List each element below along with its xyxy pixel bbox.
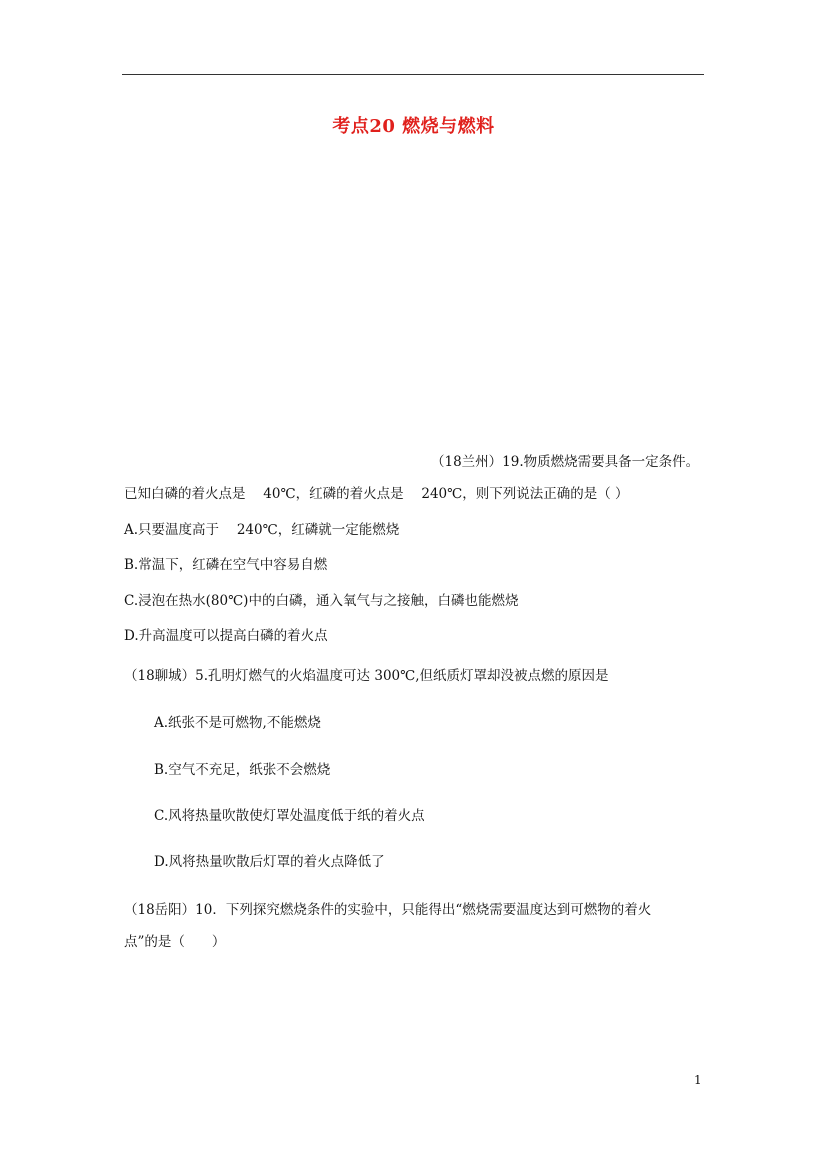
page-number: 1: [694, 1073, 702, 1087]
q1-stem-line-1: （18兰州）19.物质燃烧需要具备一定条件。: [431, 454, 700, 470]
q1-option-b: B.常温下，红磷在空气中容易自燃: [124, 557, 328, 573]
page-title: 考点20 燃烧与燃料: [332, 116, 495, 137]
q3-stem-line-2: 点”的是（ ）: [124, 934, 226, 950]
q2-option-d: D.风将热量吹散后灯罩的着火点降低了: [154, 854, 385, 870]
q2-option-c: C.风将热量吹散使灯罩处温度低于纸的着火点: [154, 808, 425, 824]
q1-option-a: A.只要温度高于 240℃，红磷就一定能燃烧: [124, 522, 400, 538]
q1-stem-line-2: 已知白磷的着火点是 40℃，红磷的着火点是 240℃，则下列说法正确的是（ ）: [124, 486, 629, 502]
q2-stem-line-1: （18聊城）5.孔明灯燃气的火焰温度可达 300℃,但纸质灯罩却没被点燃的原因是: [124, 668, 609, 684]
q1-option-d: D.升高温度可以提高白磷的着火点: [124, 628, 328, 644]
q2-option-a: A.纸张不是可燃物,不能燃烧: [154, 715, 321, 731]
q1-option-c: C.浸泡在热水(80℃)中的白磷，通入氧气与之接触，白磷也能燃烧: [124, 593, 519, 609]
q3-stem-line-1: （18岳阳）10．下列探究燃烧条件的实验中，只能得出“燃烧需要温度达到可燃物的着火: [124, 902, 652, 918]
header-rule: [122, 74, 704, 75]
q2-option-b: B.空气不充足，纸张不会燃烧: [154, 762, 331, 778]
